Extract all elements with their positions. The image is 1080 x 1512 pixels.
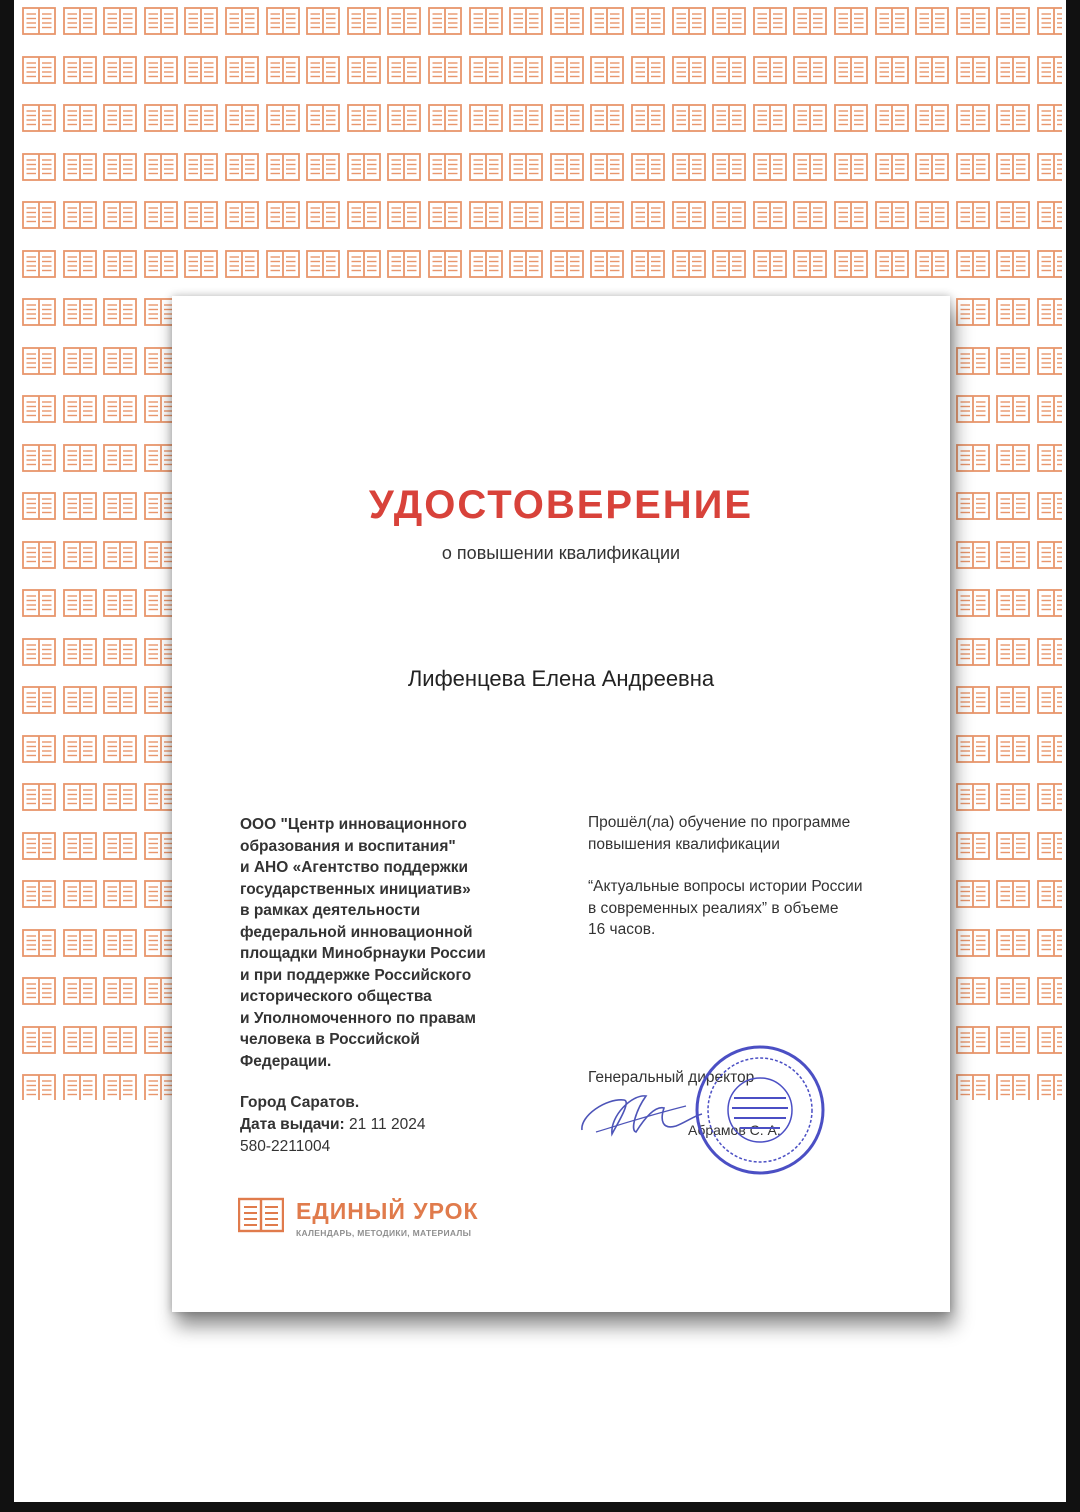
book-icon [672, 103, 706, 133]
signer-name: Абрамов С. А. [688, 1122, 781, 1138]
book-icon [590, 152, 624, 182]
book-icon [753, 6, 787, 36]
book-icon [103, 782, 137, 812]
book-icon [956, 249, 990, 279]
book-icon [1037, 685, 1062, 715]
book-icon [712, 55, 746, 85]
book-icon [63, 1073, 97, 1100]
book-icon [956, 734, 990, 764]
issuer-line: исторического общества [240, 988, 432, 1005]
certificate [172, 296, 950, 1312]
book-icon [103, 928, 137, 958]
book-icon [103, 491, 137, 521]
book-icon [184, 55, 218, 85]
book-icon [590, 55, 624, 85]
book-icon [834, 152, 868, 182]
book-icon [793, 103, 827, 133]
book-icon [712, 6, 746, 36]
course-line: “Актуальные вопросы истории России [588, 878, 863, 895]
book-icon [103, 55, 137, 85]
book-icon [63, 152, 97, 182]
book-icon [22, 588, 56, 618]
book-icon [996, 55, 1030, 85]
book-icon [63, 491, 97, 521]
book-icon [469, 6, 503, 36]
book-icon [103, 976, 137, 1006]
book-icon [428, 55, 462, 85]
book-icon [63, 200, 97, 230]
book-icon [793, 152, 827, 182]
book-icon [103, 1073, 137, 1100]
book-icon [428, 200, 462, 230]
book-icon [63, 346, 97, 376]
book-icon [63, 103, 97, 133]
book-icon [672, 6, 706, 36]
book-icon [996, 394, 1030, 424]
book-icon [103, 831, 137, 861]
book-icon [1037, 831, 1062, 861]
certificate-number: 580-2211004 [240, 1138, 331, 1155]
book-icon [996, 491, 1030, 521]
book-icon [672, 152, 706, 182]
book-icon [793, 6, 827, 36]
book-icon [996, 249, 1030, 279]
book-icon [103, 734, 137, 764]
book-icon [266, 6, 300, 36]
book-icon [875, 200, 909, 230]
book-icon [956, 588, 990, 618]
book-icon [22, 6, 56, 36]
book-icon [22, 394, 56, 424]
book-icon [834, 249, 868, 279]
book-icon [996, 297, 1030, 327]
book-icon [347, 152, 381, 182]
book-icon [1037, 1073, 1062, 1100]
book-icon [22, 734, 56, 764]
book-icon [996, 200, 1030, 230]
book-icon [631, 200, 665, 230]
book-icon [225, 152, 259, 182]
book-icon [306, 152, 340, 182]
issue-date-label: Дата выдачи: [240, 1116, 345, 1133]
book-icon [469, 200, 503, 230]
book-icon [550, 249, 584, 279]
book-icon [184, 6, 218, 36]
book-icon [753, 152, 787, 182]
logo-name: ЕДИНЫЙ УРОК [296, 1198, 479, 1224]
book-icon [22, 55, 56, 85]
book-icon [834, 200, 868, 230]
book-icon [63, 588, 97, 618]
book-icon [996, 346, 1030, 376]
book-icon [590, 6, 624, 36]
book-icon [144, 249, 178, 279]
book-icon [1037, 734, 1062, 764]
book-icon [306, 103, 340, 133]
book-icon [469, 152, 503, 182]
book-icon [103, 152, 137, 182]
book-icon [590, 249, 624, 279]
book-icon [225, 200, 259, 230]
book-icon [956, 782, 990, 812]
book-icon [1037, 588, 1062, 618]
issuer-line: человека в Российской [240, 1031, 420, 1048]
book-icon [22, 637, 56, 667]
book-icon [144, 55, 178, 85]
book-icon [996, 540, 1030, 570]
book-icon [63, 734, 97, 764]
book-icon [1037, 443, 1062, 473]
book-icon [996, 685, 1030, 715]
issuer-line: и при поддержке Российского [240, 966, 472, 984]
book-icon [753, 249, 787, 279]
book-icon [509, 249, 543, 279]
book-icon [306, 249, 340, 279]
book-icon [22, 443, 56, 473]
book-icon [22, 685, 56, 715]
book-icon [956, 55, 990, 85]
book-icon [428, 103, 462, 133]
book-icon [1037, 928, 1062, 958]
book-icon [875, 249, 909, 279]
book-icon [387, 152, 421, 182]
book-icon [1037, 879, 1062, 909]
book-icon [184, 200, 218, 230]
certificate-subtitle: о повышении квалификации [441, 543, 681, 563]
book-icon [387, 103, 421, 133]
book-icon [1037, 540, 1062, 570]
book-icon [103, 879, 137, 909]
book-icon [509, 103, 543, 133]
book-icon [22, 1025, 56, 1055]
book-icon [834, 103, 868, 133]
book-icon [184, 152, 218, 182]
book-icon [590, 200, 624, 230]
book-icon [387, 249, 421, 279]
book-icon [996, 879, 1030, 909]
book-icon [306, 55, 340, 85]
book-icon [266, 152, 300, 182]
book-icon [306, 200, 340, 230]
book-icon [22, 346, 56, 376]
book-icon [22, 782, 56, 812]
book-icon [1037, 297, 1062, 327]
book-icon [1037, 55, 1062, 85]
book-icon [347, 6, 381, 36]
book-icon [347, 249, 381, 279]
book-icon [1037, 249, 1062, 279]
book-icon [103, 103, 137, 133]
book-icon [63, 782, 97, 812]
book-icon [550, 103, 584, 133]
book-icon [753, 55, 787, 85]
book-icon [956, 1025, 990, 1055]
book-icon [915, 55, 949, 85]
book-icon [631, 55, 665, 85]
book-icon [1037, 491, 1062, 521]
book-icon [1037, 782, 1062, 812]
book-icon [103, 588, 137, 618]
book-icon [22, 297, 56, 327]
book-icon [956, 491, 990, 521]
book-icon [996, 782, 1030, 812]
book-icon [22, 491, 56, 521]
book-icon [996, 6, 1030, 36]
official-stamp [692, 1042, 828, 1178]
book-icon [996, 831, 1030, 861]
book-icon [144, 103, 178, 133]
book-icon [103, 249, 137, 279]
book-icon [956, 443, 990, 473]
book-icon [712, 103, 746, 133]
book-icon [103, 637, 137, 667]
book-icon [63, 55, 97, 85]
book-icon [875, 152, 909, 182]
recipient-name: Лифенцева Елена Андреевна [407, 666, 715, 691]
book-icon [996, 588, 1030, 618]
book-icon [103, 540, 137, 570]
book-icon [793, 55, 827, 85]
book-icon [238, 1196, 284, 1234]
issue-date: 21 11 2024 [349, 1116, 426, 1133]
book-icon [22, 540, 56, 570]
book-icon [144, 6, 178, 36]
book-icon [834, 6, 868, 36]
book-icon [996, 976, 1030, 1006]
book-icon [225, 55, 259, 85]
book-icon [1037, 1025, 1062, 1055]
issue-info [240, 1092, 425, 1158]
book-icon [956, 297, 990, 327]
book-icon [63, 6, 97, 36]
issuer-line: Федерации. [240, 1052, 332, 1070]
book-icon [996, 637, 1030, 667]
book-icon [63, 928, 97, 958]
book-icon [956, 540, 990, 570]
book-icon [672, 249, 706, 279]
book-icon [1037, 976, 1062, 1006]
book-icon [63, 879, 97, 909]
book-icon [63, 831, 97, 861]
book-icon [996, 734, 1030, 764]
book-icon [63, 297, 97, 327]
book-icon [712, 200, 746, 230]
logo-tagline: КАЛЕНДАРЬ, МЕТОДИКИ, МАТЕРИАЛЫ [296, 1228, 472, 1238]
book-icon [1037, 200, 1062, 230]
book-icon [22, 1073, 56, 1100]
book-icon [63, 685, 97, 715]
book-icon [347, 103, 381, 133]
book-icon [225, 103, 259, 133]
signature-title: Генеральный директор [588, 1069, 755, 1086]
course-intro-line: повышения квалификации [588, 835, 780, 853]
book-icon [144, 152, 178, 182]
book-icon [1037, 152, 1062, 182]
book-icon [1037, 346, 1062, 376]
book-icon [509, 6, 543, 36]
book-icon [996, 1073, 1030, 1100]
book-icon [793, 249, 827, 279]
book-icon [184, 249, 218, 279]
book-icon [753, 200, 787, 230]
book-icon [509, 152, 543, 182]
book-icon [306, 6, 340, 36]
book-icon [22, 249, 56, 279]
issuer-line: площадки Минобрнауки России [240, 945, 486, 962]
book-icon [469, 103, 503, 133]
book-icon [103, 346, 137, 376]
issuer-line: и Уполномоченного по правам [240, 1009, 476, 1027]
book-icon [63, 540, 97, 570]
book-icon [672, 200, 706, 230]
book-icon [225, 249, 259, 279]
book-icon [22, 831, 56, 861]
logo [238, 1196, 479, 1239]
book-icon [1037, 103, 1062, 133]
document-page [14, 0, 1066, 1502]
issuer-text [240, 814, 540, 1072]
book-icon [956, 1073, 990, 1100]
book-icon [956, 976, 990, 1006]
book-icon [103, 685, 137, 715]
book-icon [103, 297, 137, 327]
book-icon [63, 443, 97, 473]
book-icon [63, 249, 97, 279]
book-icon [1037, 394, 1062, 424]
book-icon [915, 152, 949, 182]
book-icon [347, 55, 381, 85]
book-icon [428, 152, 462, 182]
book-icon [103, 200, 137, 230]
book-icon [956, 928, 990, 958]
city: Город Саратов. [240, 1094, 360, 1111]
book-icon [956, 6, 990, 36]
book-icon [1037, 6, 1062, 36]
book-icon [63, 637, 97, 667]
book-icon [875, 103, 909, 133]
book-icon [996, 443, 1030, 473]
book-icon [509, 200, 543, 230]
book-icon [144, 200, 178, 230]
book-icon [996, 152, 1030, 182]
book-icon [712, 249, 746, 279]
book-icon [387, 6, 421, 36]
book-icon [22, 200, 56, 230]
book-icon [996, 103, 1030, 133]
book-icon [184, 103, 218, 133]
book-icon [956, 200, 990, 230]
book-icon [956, 637, 990, 667]
book-icon [956, 831, 990, 861]
book-icon [672, 55, 706, 85]
book-icon [22, 103, 56, 133]
book-icon [347, 200, 381, 230]
issuer-line: в рамках деятельности [240, 902, 421, 919]
book-icon [631, 249, 665, 279]
signature-scribble [576, 1086, 706, 1146]
book-icon [631, 6, 665, 36]
book-icon [753, 103, 787, 133]
book-icon [63, 394, 97, 424]
book-icon [22, 152, 56, 182]
book-icon [63, 976, 97, 1006]
book-icon [590, 103, 624, 133]
book-icon [387, 55, 421, 85]
book-icon [875, 55, 909, 85]
book-icon [915, 103, 949, 133]
book-icon [550, 152, 584, 182]
book-icon [956, 685, 990, 715]
book-icon [103, 443, 137, 473]
book-icon [469, 55, 503, 85]
book-icon [103, 1025, 137, 1055]
book-icon [387, 200, 421, 230]
issuer-line: и АНО «Агентство поддержки [240, 859, 468, 876]
book-icon [266, 55, 300, 85]
book-icon [915, 6, 949, 36]
book-icon [712, 152, 746, 182]
book-icon [469, 249, 503, 279]
issuer-line: образования и воспитания" [240, 837, 456, 855]
book-icon [631, 103, 665, 133]
book-icon [956, 394, 990, 424]
issuer-line: ООО "Центр инновационного [240, 816, 467, 833]
course-line: в современных реалиях” в объеме [588, 899, 839, 917]
book-icon [266, 200, 300, 230]
book-icon [956, 346, 990, 376]
course-intro-line: Прошёл(ла) обучение по программе [588, 814, 851, 831]
book-icon [266, 103, 300, 133]
book-icon [550, 200, 584, 230]
book-icon [631, 152, 665, 182]
book-icon [103, 6, 137, 36]
book-icon [22, 928, 56, 958]
book-icon [956, 103, 990, 133]
book-icon [103, 394, 137, 424]
book-icon [875, 6, 909, 36]
book-icon [428, 6, 462, 36]
course-line: 16 часов. [588, 921, 656, 938]
book-icon [793, 200, 827, 230]
book-icon [1037, 637, 1062, 667]
book-icon [550, 55, 584, 85]
book-icon [956, 152, 990, 182]
book-icon [915, 249, 949, 279]
book-icon [266, 249, 300, 279]
book-icon [22, 976, 56, 1006]
course-text [588, 812, 928, 941]
book-icon [550, 6, 584, 36]
book-icon [509, 55, 543, 85]
certificate-title: УДОСТОВЕРЕНИЕ [368, 483, 754, 527]
book-icon [22, 879, 56, 909]
book-icon [428, 249, 462, 279]
book-icon [225, 6, 259, 36]
book-icon [63, 1025, 97, 1055]
issuer-line: государственных инициатив» [240, 880, 471, 898]
issuer-line: федеральной инновационной [240, 923, 473, 941]
book-icon [915, 200, 949, 230]
book-icon [834, 55, 868, 85]
book-icon [956, 879, 990, 909]
book-icon [996, 928, 1030, 958]
book-icon [996, 1025, 1030, 1055]
